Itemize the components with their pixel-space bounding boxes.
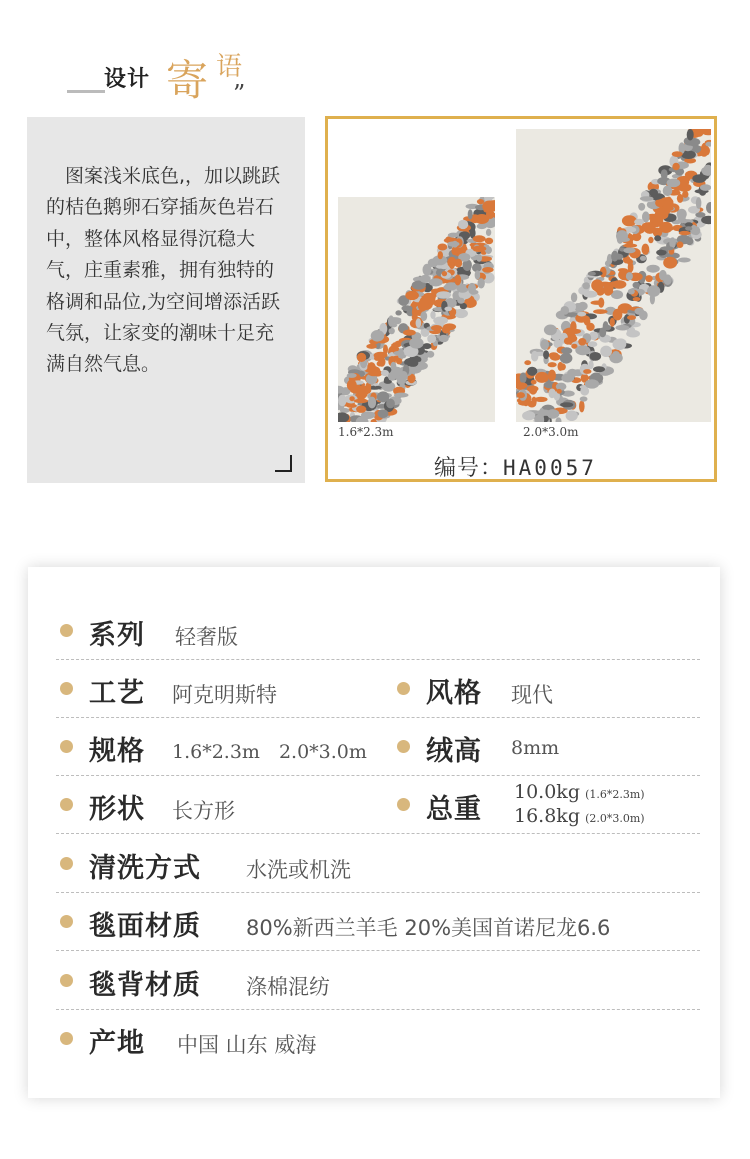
spec-value: 现代 (511, 683, 553, 707)
rug-pebble (482, 267, 494, 273)
bullet-dot (60, 798, 73, 811)
rug-pebble (550, 354, 561, 361)
product-code (434, 451, 597, 482)
spec-value: 长方形 (172, 799, 235, 823)
rug-pebble (447, 241, 459, 246)
rug-pebble (444, 307, 452, 312)
rug-pebble (381, 370, 389, 376)
weight-value-2: 16.8kg (514, 805, 580, 827)
rug-pebble (663, 257, 677, 269)
spec-card (28, 567, 720, 1098)
rug-pebble (578, 302, 588, 311)
rug-pebble (659, 270, 667, 281)
section-title-accent: 寄 (166, 56, 209, 105)
bullet-dot (60, 915, 73, 928)
rug-pebble (356, 406, 366, 413)
section-title-accent-small: 语 (216, 52, 243, 82)
rug-pebble (616, 325, 630, 331)
rug-pebble (560, 402, 573, 407)
rug-pebble (517, 392, 525, 398)
rug-pebble (454, 309, 468, 318)
rug-pebble (531, 351, 538, 362)
rug-pebble (524, 360, 531, 365)
rug-pebble (666, 197, 672, 205)
rug-pebble (663, 186, 673, 197)
rug-pebble (393, 318, 401, 325)
rug-pebble (454, 275, 461, 286)
rug-pebble (377, 361, 383, 367)
rug-pebble (531, 380, 537, 385)
rug-pebble (455, 259, 463, 268)
rug-pebble (687, 129, 694, 140)
spec-label: 总重 (426, 794, 482, 825)
spec-value: 8mm (511, 737, 560, 759)
spec-value: 1.6*2.3m 2.0*3.0m (172, 741, 367, 763)
rug-pebble (660, 246, 674, 250)
rug-pebble (559, 363, 566, 370)
spec-value: 阿克明斯特 (172, 683, 277, 707)
rug-pebble (409, 338, 423, 349)
rug-pebble (472, 246, 486, 252)
rug-pebble (561, 374, 574, 383)
rug-pebble (578, 338, 586, 346)
spec-row-face (56, 892, 700, 951)
rug-pebble (405, 291, 419, 300)
rug-pebble (591, 279, 603, 291)
rug-pebble (685, 226, 692, 231)
rug-pebble (561, 306, 570, 315)
rug-pebble (371, 330, 385, 342)
rug-pebble (682, 191, 688, 198)
rug-pebble (548, 389, 555, 399)
quote-mark: ” (233, 80, 246, 108)
rug-pebble (610, 318, 615, 327)
weight-note-1: (1.6*2.3m) (585, 788, 645, 801)
rug-pebble (401, 305, 412, 311)
spec-value: 水洗或机洗 (246, 858, 351, 882)
rug-pebble (427, 334, 436, 343)
bullet-dot (60, 624, 73, 637)
rug-pebble (564, 338, 572, 345)
rug-pebble (603, 325, 611, 331)
rug-pebble (575, 345, 590, 355)
rug-pebble (598, 298, 604, 308)
spec-label: 系列 (89, 620, 145, 651)
bullet-dot (60, 740, 73, 753)
rug-pebble (579, 400, 585, 412)
rug-pebble (646, 265, 659, 273)
spec-label: 毯背材质 (89, 970, 201, 1001)
rug-pebble (393, 351, 404, 355)
rug-pebble (544, 325, 557, 336)
rug-pebble (642, 222, 657, 229)
rug-pebble (610, 281, 619, 285)
rug-pebble (662, 207, 669, 218)
rug-pebble (692, 174, 706, 183)
rug-pebble (566, 410, 578, 421)
rug-pebble (600, 346, 612, 357)
rug-pebble (700, 184, 711, 191)
rug-pebble (556, 417, 562, 422)
rug-pebble (561, 347, 572, 354)
rug-pebble (679, 231, 691, 235)
rug-pebble (416, 318, 422, 328)
rug-pebble (391, 343, 401, 348)
spec-label: 风格 (426, 678, 482, 709)
rug-pebble (475, 270, 481, 279)
rug-pebble (516, 382, 528, 388)
rug-pebble (613, 309, 623, 321)
section-title: 设计 (104, 67, 151, 92)
spec-label: 工艺 (89, 678, 145, 709)
rug-pebble (642, 244, 650, 255)
rug-pebble (628, 289, 635, 295)
rug-pebble (638, 203, 645, 211)
rug-pebble (346, 404, 357, 408)
rug-pebble (623, 248, 635, 254)
spec-row-craft-style (56, 659, 700, 718)
rug-pebble (577, 312, 586, 317)
weight-line-2 (514, 805, 645, 827)
bullet-dot (397, 798, 410, 811)
rug-pebble (571, 293, 577, 303)
rug-pebble (696, 197, 702, 209)
rug-pebble (520, 373, 527, 384)
rug-pebble (423, 264, 432, 276)
rug-pebble (457, 298, 465, 304)
rug-pebble (647, 285, 660, 297)
rug-pebble (433, 317, 448, 325)
spec-label: 规格 (89, 736, 145, 767)
rug-pebble (616, 230, 628, 242)
rug-pebble (582, 282, 590, 289)
product-code-value: HA0057 (503, 456, 597, 480)
rug-pebble (567, 329, 581, 334)
bullet-dot (397, 682, 410, 695)
rug-pebble (645, 275, 652, 282)
rug-pebble (686, 237, 694, 245)
rug-pebble (527, 367, 537, 376)
rug-pebble (338, 395, 347, 407)
rug-pebble (378, 409, 389, 418)
rug-pebble (383, 345, 388, 355)
rug-pebble (534, 397, 547, 402)
rug-pebble (391, 362, 397, 371)
rug-pebble (640, 256, 646, 261)
rug-pebble (560, 353, 573, 364)
rug-pebble (672, 151, 683, 157)
weight-value-1: 10.0kg (514, 781, 580, 803)
rug-pebble (419, 299, 433, 310)
rug-pebble (420, 275, 431, 283)
rug-pebble (338, 412, 349, 422)
rug-pebble (585, 379, 599, 388)
size-caption-small: 1.6*2.3m (338, 425, 394, 439)
rug-pebble (588, 341, 598, 347)
description-text: 图案浅米底色,，加以跳跃的桔色鹅卵石穿插灰色岩石中，整体风格显得沉稳大气，庄重素雅，拥有独特的格调和品位,为空间增添活跃气氛，让家变的潮味十足充满自然气息。 (46, 165, 281, 376)
rug-pebble (522, 411, 535, 420)
rug-pebble (590, 352, 602, 361)
rug-pebble (438, 244, 448, 251)
rug-pebble (485, 238, 493, 245)
rug-pebble (468, 209, 473, 219)
rug-pebble (615, 254, 623, 260)
rug-pebble (347, 379, 357, 390)
spec-label: 绒高 (426, 736, 482, 767)
spec-value: 80%新西兰羊毛 20%美国首诺尼龙6.6 (246, 916, 611, 940)
rug-pebble (706, 202, 711, 213)
rug-pebble (580, 396, 588, 401)
rug-pebble (473, 235, 486, 242)
rug-pebble (478, 278, 485, 288)
rug-pebble (672, 163, 679, 171)
size-caption-large: 2.0*3.0m (523, 425, 579, 439)
bullet-dot (60, 682, 73, 695)
corner-mark (275, 455, 292, 472)
bullet-dot (60, 1032, 73, 1045)
rug-pebble (388, 315, 394, 326)
rug-pebble (436, 291, 451, 298)
rug-pebble (438, 251, 443, 259)
rug-pebble (430, 311, 435, 319)
rug-pebble (442, 271, 447, 276)
spec-row-origin (56, 1009, 700, 1067)
rug-pebble (678, 258, 691, 263)
rug-pebble (468, 283, 476, 294)
rug-pebble (527, 386, 539, 392)
rug-pebble (537, 410, 551, 416)
rug-pebble (639, 311, 648, 321)
rug-pebble (400, 371, 408, 381)
bullet-dot (397, 740, 410, 753)
rug-pebble (588, 272, 596, 276)
rug-pebble (583, 369, 591, 374)
rug-pebble (634, 219, 644, 225)
rug-pebble (486, 229, 491, 236)
rug-pebble (449, 262, 454, 269)
rug-pebble (394, 393, 409, 398)
rug-pebble (556, 383, 567, 391)
spec-row-series (56, 601, 700, 660)
rug-pebble (627, 315, 636, 320)
spec-value: 中国 山东 威海 (177, 1033, 317, 1057)
rug-pebble (557, 389, 562, 394)
rug-pebble (357, 353, 366, 362)
rug-pebble (633, 282, 640, 288)
rug-pebble (403, 330, 416, 336)
spec-row-shape-weight (56, 775, 700, 834)
rug-pebble (626, 272, 633, 280)
spec-label: 清洗方式 (89, 853, 201, 884)
rug-pebble (535, 372, 549, 383)
rug-pebble (431, 325, 442, 331)
rug-pebble (648, 237, 653, 243)
rug-pebble (540, 339, 549, 350)
rug-pebble (357, 386, 371, 395)
rug-pebble (640, 196, 654, 201)
description-box (27, 117, 305, 483)
rug-pebble (384, 380, 392, 384)
rug-pebble (548, 370, 556, 382)
rug-pebble (422, 343, 431, 349)
rug-pebble (439, 335, 449, 342)
rug-pebble (443, 284, 457, 290)
rug-pebble (633, 297, 641, 301)
rug-pebble (368, 397, 376, 409)
rug-pebble (661, 169, 668, 179)
rug-pebble (347, 373, 357, 378)
rug-pebble (442, 326, 451, 334)
rug-pebble (458, 220, 468, 229)
rug-pebble (548, 362, 557, 367)
rug-image-small (338, 197, 495, 422)
rug-pebble (409, 359, 419, 367)
rug-pebble (349, 396, 354, 401)
rug-pebble (613, 339, 627, 350)
spec-label: 毯面材质 (89, 911, 201, 942)
spec-value: 轻奢版 (175, 625, 238, 649)
rug-pebble (703, 146, 710, 155)
rug-pebble (477, 199, 484, 204)
bullet-dot (60, 974, 73, 987)
rug-pebble (593, 366, 605, 372)
product-code-label: 编号： (434, 456, 504, 481)
rug-pebble (593, 309, 607, 314)
bullet-dot (60, 857, 73, 870)
rug-image-large (516, 129, 711, 422)
rug-pebble (518, 401, 532, 406)
spec-label: 形状 (89, 794, 145, 825)
spec-row-back (56, 951, 700, 1010)
rug-pebble (366, 344, 377, 349)
rug-pebble (543, 350, 549, 359)
header-underline (67, 90, 105, 93)
rug-pebble (354, 399, 368, 403)
rug-pebble (605, 288, 614, 294)
product-image-frame (325, 116, 717, 482)
rug-pebble (429, 278, 443, 286)
weight-note-2: (2.0*3.0m) (585, 812, 645, 825)
rug-pebble (623, 244, 637, 248)
rug-pebble (626, 330, 640, 338)
rug-pebble (396, 358, 402, 364)
spec-row-size-pile (56, 717, 700, 776)
spec-label: 产地 (89, 1028, 145, 1059)
spec-value: 涤棉混纺 (246, 975, 330, 999)
rug-pebble (395, 310, 401, 315)
rug-pebble (377, 391, 389, 402)
spec-row-wash (56, 834, 700, 893)
rug-pebble (609, 353, 622, 364)
rug-pebble (654, 235, 661, 241)
rug-pebble (367, 362, 375, 372)
weight-line-1 (514, 781, 645, 803)
rug-pebble (677, 241, 684, 248)
